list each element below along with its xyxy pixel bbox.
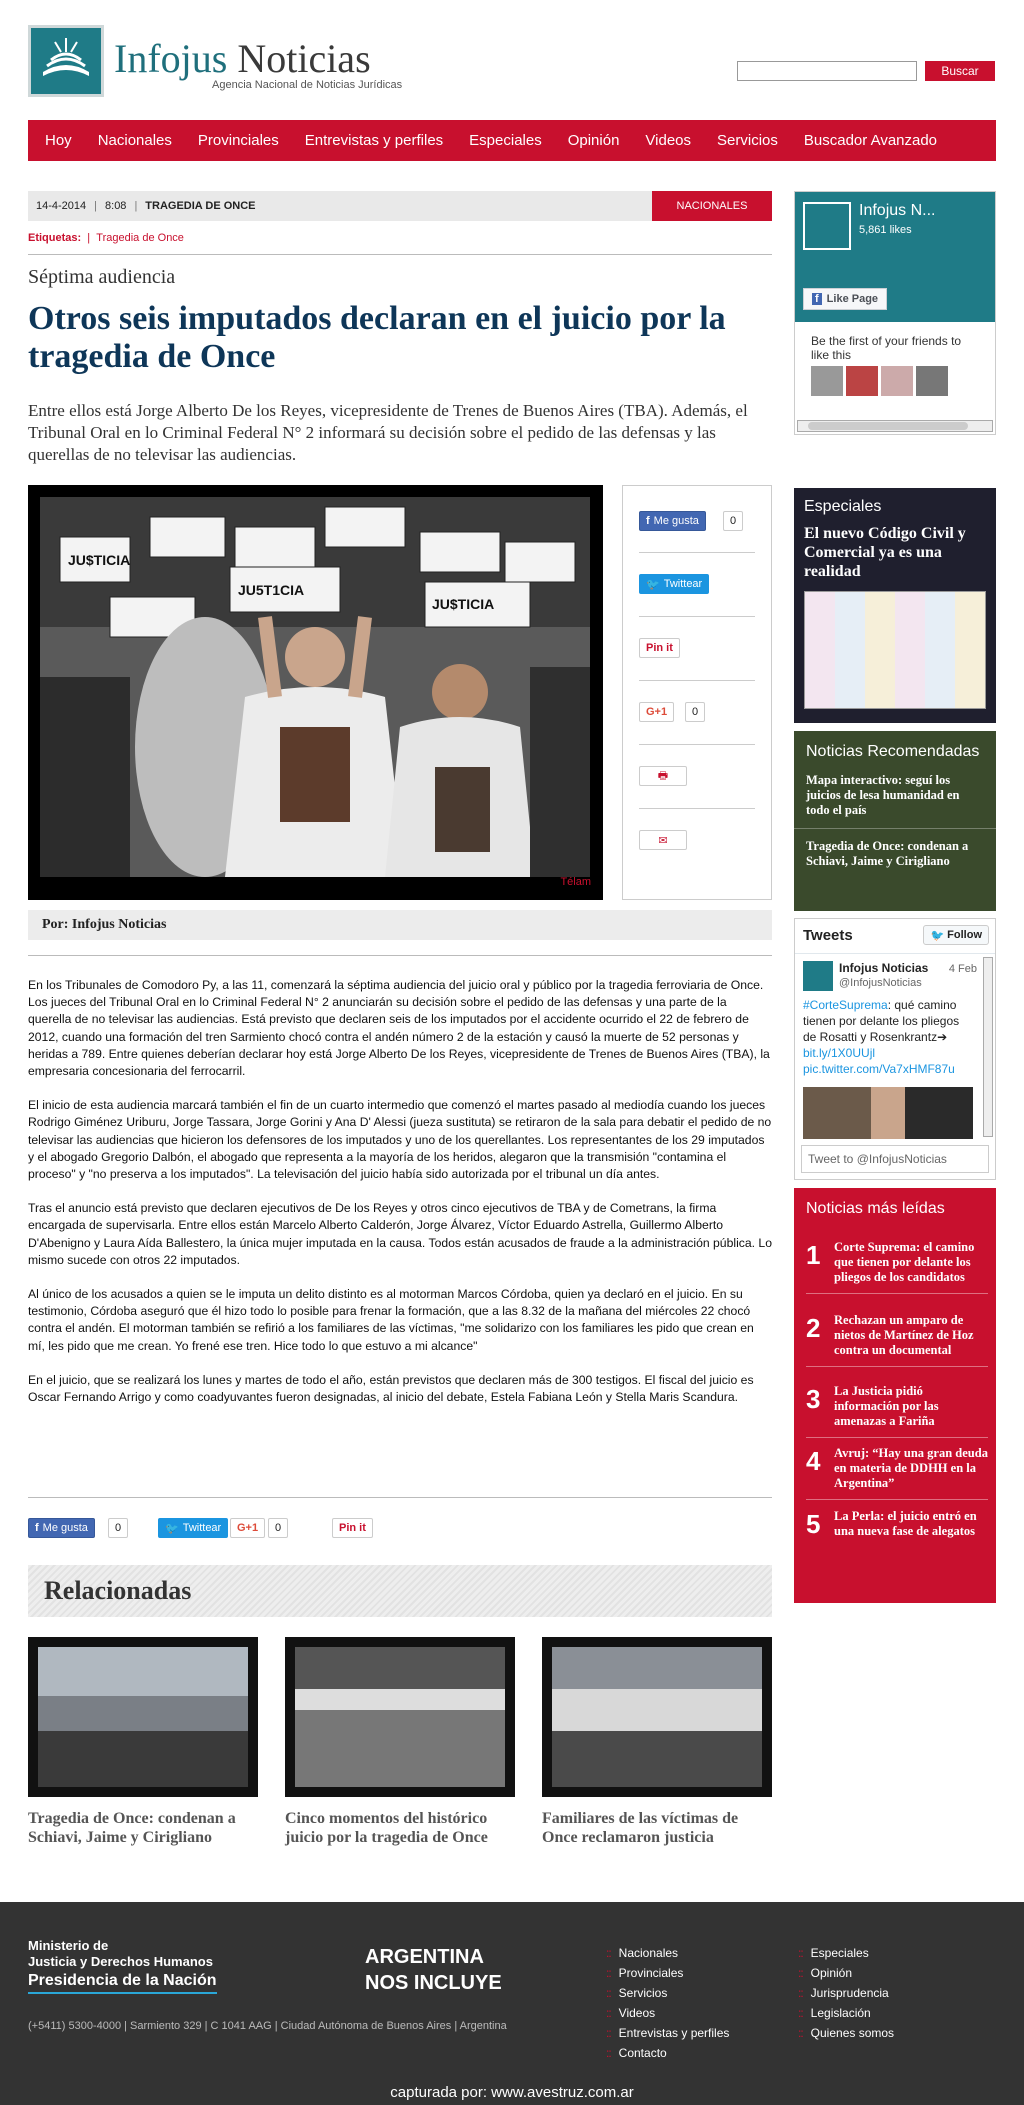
recomendada-link[interactable]: Tragedia de Once: condenan a Schiavi, Jaime y Cirigliano — [806, 839, 969, 868]
logo-wordmark: Infojus Noticias — [114, 36, 371, 81]
divider — [639, 808, 755, 809]
related-image — [285, 1637, 515, 1797]
footer-link[interactable]: :: Videos — [606, 2006, 655, 2020]
share-box — [622, 485, 772, 900]
recomendadas-heading: Noticias Recomendadas — [806, 743, 980, 760]
tweet-button[interactable]: 🐦 Twittear — [639, 574, 709, 594]
footer-link[interactable]: :: Servicios — [606, 1986, 667, 2000]
facebook-like-count: 0 — [723, 511, 743, 531]
article-meta-bar: 14-4-2014 | 8:08 | TRAGEDIA DE ONCE — [28, 191, 652, 221]
pinterest-pin-button[interactable]: Pin it — [639, 638, 680, 658]
especiales-title: El nuevo Código Civil y Comercial ya es una realidad — [804, 525, 966, 580]
divider — [639, 616, 755, 617]
svg-text:JU$TICIA: JU$TICIA — [68, 552, 131, 568]
nav-item-5[interactable]: Opinión — [567, 132, 620, 149]
avatar — [881, 366, 913, 396]
most-read-rank: 2 — [806, 1313, 821, 1343]
logo-book-icon — [28, 25, 104, 97]
related-heading: Relacionadas — [28, 1565, 772, 1617]
site-footer — [0, 1902, 1024, 2105]
related-title: Familiares de las víctimas de Once reclamaron justicia — [542, 1810, 739, 1846]
divider — [639, 552, 755, 553]
related-title: Tragedia de Once: condenan a Schiavi, Jaime y Cirigliano — [28, 1810, 236, 1846]
most-read-title: Corte Suprema: el camino que tienen por delante los pliegos de los candidatos — [834, 1240, 975, 1284]
divider — [28, 254, 772, 255]
footer-address: (+5411) 5300-4000 | Sarmiento 329 | C 1041 AAG | Ciudad Autónoma de Buenos Aires | Argentina — [28, 2020, 507, 2032]
most-read-item[interactable] — [806, 1313, 988, 1367]
byline: Por: Infojus Noticias — [28, 910, 772, 940]
footer-link[interactable]: :: Quienes somos — [798, 2026, 894, 2040]
article-paragraph: Al único de los acusados a quien se le imputa un delito distinto es al motorman Marcos Córdoba, quien ya declaró en el juicio. En su testimonio, Córdoba aseguró que él hizo todo lo posible para frenar la formación, que a las 8.32 de la mañana del miércoles 22 chocó contra el andén. El motorman también se refirió a los familiares de las víctimas, "me solidarizo con los familiares les pido que crean en mí, les pido que me crean. Yo frené ese tren. Hice todo lo que estuvo a mi alcance" — [28, 1287, 754, 1353]
nav-item-2[interactable]: Provinciales — [197, 132, 279, 149]
tweet-handle: @InfojusNoticias — [839, 977, 922, 989]
article-kicker: Séptima audiencia — [28, 266, 176, 288]
nav-item-1[interactable]: Nacionales — [97, 132, 172, 149]
most-read-rank: 4 — [806, 1446, 821, 1476]
related-item[interactable] — [28, 1637, 258, 1847]
tweet-compose-input[interactable]: Tweet to @InfojusNoticias — [801, 1145, 989, 1173]
most-read-box — [794, 1188, 996, 1603]
presidency-label: Presidencia de la Nación — [28, 1972, 217, 1994]
tweets-scrollbar[interactable] — [983, 957, 993, 1137]
tweet-text: #CorteSuprema: qué camino tienen por delante los pliegos de Rosatti y Rosenkrantz➔ bit.ly/1X0UUjl pic.twitter.com/Va7xHMF87u — [803, 998, 960, 1076]
protest-photo-image — [40, 497, 590, 877]
slogan-line-2: NOS INCLUYE — [365, 1972, 502, 1994]
facebook-page-likes: 5,861 likes — [859, 224, 912, 236]
google-plus-button[interactable]: G+1 — [230, 1518, 265, 1538]
article-paragraph: El inicio de esta audiencia marcará también el fin de un cuarto intermedio que comenzó el martes pasado al mediodía cuando los jueces Rodrigo Giménez Uriburu, Jorge Tassara, Jorge Gorini y Ana D' Alessi (jueza sustituta) se retiraron de la sala para debatir el pedido de no televisar las audiencias que hicieron los defensores de los imputados y uno de los querellantes. Los representantes de los 29 imputados y el abogado Gregorio Dalbón, el abogado que representa a la mayoría de los heridos, alegaron que la transmisión "contamina el proceso" y "no preserva a los imputados". La televisación del juicio había sido autorizada por el tribunal un día antes. — [28, 1098, 772, 1182]
article-topic: TRAGEDIA DE ONCE — [145, 200, 256, 212]
twitter-bird-icon: 🐦 — [646, 578, 660, 591]
most-read-title: Rechazan un amparo de nietos de Martínez de Hoz contra un documental — [834, 1313, 974, 1357]
avatar — [846, 366, 878, 396]
footer-link[interactable]: :: Jurisprudencia — [798, 1986, 889, 2000]
search-input[interactable] — [737, 61, 917, 81]
most-read-title: Avruj: “Hay una gran deuda en materia de DDHH en la Argentina” — [834, 1446, 988, 1490]
svg-text:JU5T1CIA: JU5T1CIA — [238, 582, 305, 598]
pinterest-pin-button[interactable]: Pin it — [332, 1518, 373, 1538]
most-read-rank: 5 — [806, 1509, 821, 1539]
article-title: Otros seis imputados declaran en el juicio por la tragedia de Once — [28, 300, 726, 375]
ministry-line-2: Justicia y Derechos Humanos — [28, 1954, 213, 1969]
facebook-like-count: 0 — [108, 1518, 128, 1538]
facebook-like-page-button[interactable]: f Like Page — [803, 288, 887, 310]
most-read-title: La Justicia pidió información por las amenazas a Fariña — [834, 1384, 939, 1428]
especiales-image — [804, 591, 986, 709]
related-title: Cinco momentos del histórico juicio por la tragedia de Once — [285, 1810, 488, 1846]
twitter-follow-button[interactable]: 🐦 Follow — [923, 925, 989, 945]
divider — [28, 1497, 772, 1498]
most-read-title: La Perla: el juicio entró en una nueva fase de alegatos — [834, 1509, 977, 1538]
article-paragraph: En el juicio, que se realizará los lunes y martes de todo el año, están previstos que declaren más de 300 testigos. El fiscal del juicio es Oscar Fernando Arrigo y como coadyuvantes fueron designadas, al inicio del debate, Estela Fabiana León y Stella Maris Scandura. — [28, 1372, 754, 1405]
footer-link[interactable]: :: Provinciales — [606, 1966, 683, 1980]
most-read-heading: Noticias más leídas — [806, 1200, 945, 1217]
google-plus-count: 0 — [685, 702, 705, 722]
facebook-page-banner — [795, 192, 995, 322]
logo-tagline: Agencia Nacional de Noticias Jurídicas — [212, 79, 403, 91]
friend-avatars — [811, 366, 995, 396]
print-button[interactable] — [639, 766, 687, 786]
article-time: 8:08 — [105, 200, 127, 212]
most-read-rank: 3 — [806, 1384, 821, 1414]
printer-icon: 🖶 — [657, 769, 669, 782]
recomendadas-box — [794, 731, 996, 911]
divider — [28, 955, 772, 956]
capture-credit: capturada por: www.avestruz.com.ar — [390, 2084, 634, 2101]
article-body — [28, 977, 772, 1423]
nav-item-0[interactable]: Hoy — [45, 132, 72, 149]
horizontal-scrollbar[interactable] — [797, 420, 993, 432]
tweet-image — [803, 1087, 973, 1139]
page-logo-icon — [803, 202, 851, 250]
article-paragraph: Tras el anuncio está previsto que declaren ejecutivos de De los Reyes y otros cinco ejecutivos de TBA y de Cometrans, la firma encargada de supervisarla. Entre ellos están Marcelo Alberto Calderón, Jorge Álvarez, Víctor Eduardo Astrella, Guillermo Alberto D'Abenigno y Laura Aída Ballestero, la única mujer imputada en la causa. Todos están acusados de fraude a la administración pública. Lo mismo sucede con otros 22 imputados. — [28, 1201, 772, 1267]
facebook-icon: f — [812, 293, 822, 305]
tweet-link[interactable]: bit.ly/1X0UUjl — [803, 1046, 876, 1060]
article-photo — [28, 485, 603, 900]
slogan-line-1: ARGENTINA — [365, 1946, 484, 1968]
twitter-bird-icon: 🐦 — [165, 1522, 179, 1535]
related-image — [28, 1637, 258, 1797]
especiales-box[interactable] — [794, 488, 996, 723]
avatar — [916, 366, 948, 396]
especiales-heading: Especiales — [804, 498, 882, 515]
tweet-author[interactable]: Infojus Noticias — [839, 961, 929, 975]
related-item[interactable] — [542, 1637, 772, 1847]
footer-link[interactable]: :: Contacto — [606, 2046, 667, 2060]
facebook-page-name[interactable]: Infojus N... — [859, 202, 936, 219]
main-nav — [28, 120, 996, 161]
tweets-heading: Tweets — [803, 927, 853, 944]
facebook-like-button[interactable]: f Me gusta — [639, 511, 706, 531]
footer-link[interactable]: :: Entrevistas y perfiles — [606, 2026, 729, 2040]
tweet-button[interactable]: 🐦 Twittear — [158, 1518, 228, 1538]
nav-item-6[interactable]: Videos — [645, 132, 692, 149]
most-read-item[interactable] — [806, 1509, 988, 1547]
twitter-timeline — [794, 918, 996, 1180]
ministry-line-1: Ministerio de — [28, 1938, 109, 1953]
footer-link[interactable]: :: Nacionales — [606, 1946, 678, 1960]
recomendada-link[interactable]: Mapa interactivo: seguí los juicios de lesa humanidad en todo el país — [794, 761, 996, 829]
facebook-like-button[interactable]: f Me gusta — [28, 1518, 95, 1538]
tweet-link[interactable]: pic.twitter.com/Va7xHMF87u — [803, 1062, 955, 1076]
avatar — [811, 366, 843, 396]
footer-link[interactable]: :: Especiales — [798, 1946, 869, 1960]
facebook-friends-text: Be the first of your friends to like this — [811, 334, 962, 362]
search-button[interactable]: Buscar — [925, 61, 995, 81]
facebook-page-widget — [794, 191, 996, 435]
svg-text:JU$TICIA: JU$TICIA — [432, 596, 495, 612]
tweet-hashtag[interactable]: #CorteSuprema — [803, 998, 888, 1012]
most-read-item[interactable] — [806, 1446, 988, 1500]
footer-link[interactable]: :: Legislación — [798, 2006, 871, 2020]
tags-label: Etiquetas: — [28, 232, 82, 244]
tags-line: Etiquetas: | Tragedia de Once — [28, 232, 184, 244]
tweet-avatar — [803, 961, 833, 991]
related-item[interactable] — [285, 1637, 515, 1847]
footer-link[interactable]: :: Opinión — [798, 1966, 852, 1980]
most-read-item[interactable] — [806, 1240, 988, 1294]
divider — [639, 680, 755, 681]
share-bar-bottom — [28, 1518, 772, 1540]
nav-item-3[interactable]: Entrevistas y perfiles — [304, 132, 444, 149]
category-badge[interactable]: NACIONALES — [652, 191, 772, 221]
twitter-bird-icon: 🐦 — [930, 929, 945, 942]
photo-credit: Télam — [560, 876, 591, 888]
divider — [639, 744, 755, 745]
facebook-icon: f — [35, 1522, 39, 1534]
envelope-icon: ✉ — [658, 834, 668, 847]
nav-item-7[interactable]: Servicios — [717, 132, 778, 149]
google-plus-count: 0 — [268, 1518, 288, 1538]
related-image — [542, 1637, 772, 1797]
google-plus-button[interactable]: G+1 — [639, 702, 674, 722]
article-lead: Entre ellos está Jorge Alberto De los Reyes, vicepresidente de Trenes de Buenos Aires (TBA). Además, el Tribunal Oral en lo Criminal Federal N° 2 informará su decisión sobre el pedido de las defensas y las querellas de no televisar las audiencias. — [28, 401, 748, 464]
most-read-item[interactable] — [806, 1384, 988, 1438]
article-paragraph: En los Tribunales de Comodoro Py, a las 11, comenzará la séptima audiencia del juicio oral y público por la tragedia ferroviaria de Once. Los jueces del Tribunal Oral en lo Criminal Federal N° 2 anunciarán su decisión sobre el pedido de las defensas y una parte de la querella de no televisar las audiencias. Está previsto que declaren seis de los imputados por el accidente ocurrido el 22 de febrero de 2012, cuando una formación del tren Sarmiento chocó contra el andén número 2 de la estación y causó la muerte de 52 personas y heridas a 789. Entre quienes deberían declarar hoy está Jorge Alberto De los Reyes, vicepresidente de Trenes de Buenos Aires (TBA), la empresaria concesionaria del ferrocarril. — [28, 978, 770, 1079]
tag-link[interactable]: Tragedia de Once — [96, 232, 184, 244]
most-read-rank: 1 — [806, 1240, 821, 1270]
site-logo[interactable] — [28, 25, 403, 100]
nav-item-4[interactable]: Especiales — [469, 132, 542, 149]
facebook-icon: f — [646, 515, 650, 527]
article-date: 14-4-2014 — [36, 200, 87, 212]
tweet-date: 4 Feb — [948, 963, 977, 975]
email-button[interactable] — [639, 830, 687, 850]
nav-item-8[interactable]: Buscador Avanzado — [803, 132, 938, 149]
